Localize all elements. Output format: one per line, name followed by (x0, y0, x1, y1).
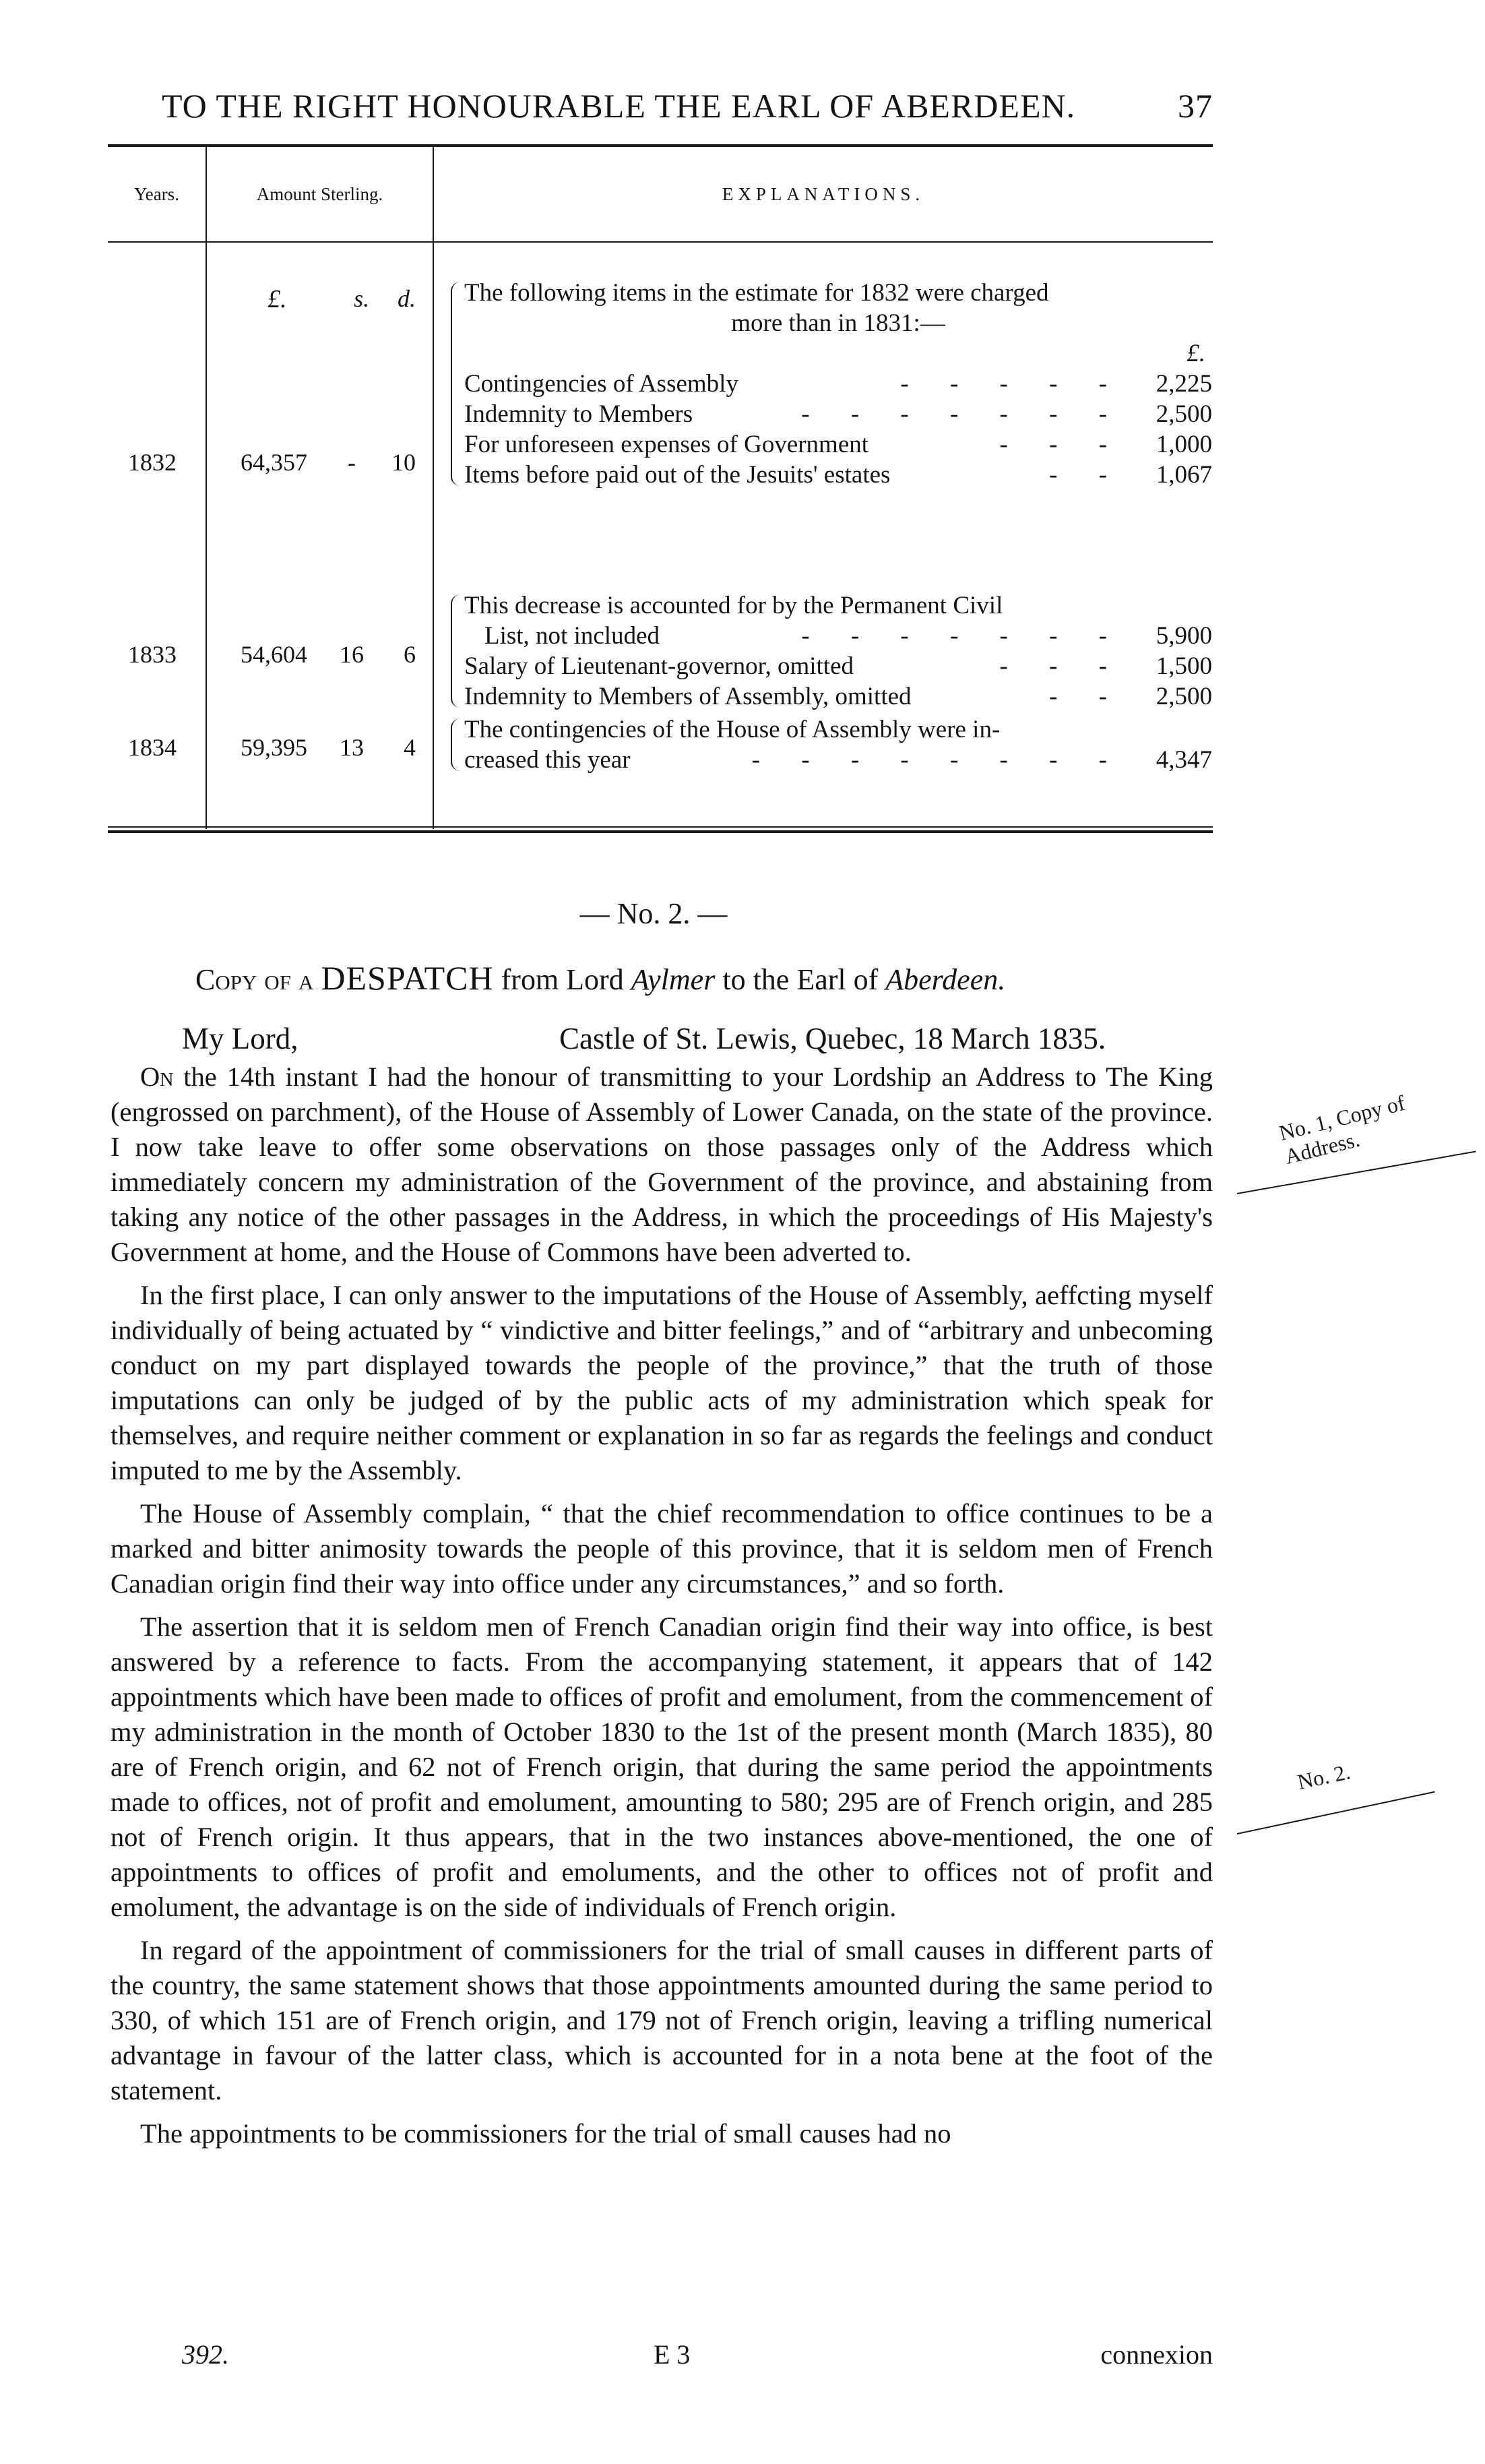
explanation-item: Items before paid out of the Jesuits' estates - - 1,067 (464, 461, 1212, 489)
running-head-title: TO THE RIGHT HONOURABLE THE EARL OF ABERDEEN. (162, 87, 1076, 125)
paragraph: The House of Assembly complain, “ that the chief recommendation to office continues to be a marked and bitter animosity towards the people of this province, that it is seldom men of French Canadian origin find their way into office under any circumstances,” and so forth. (110, 1498, 1213, 1599)
pence-value: 10 (391, 449, 416, 476)
explanation-intro: The contingencies of the House of Assembly were in- (464, 716, 1001, 743)
currency-header (241, 284, 416, 314)
table-body (108, 243, 1213, 829)
running-head (162, 86, 1213, 125)
year-1834: 1834 (128, 734, 177, 761)
heading-from: from Lord (501, 963, 624, 996)
brace (451, 594, 462, 708)
shillings-value: - (348, 449, 356, 476)
pounds-value: 59,395 (241, 734, 307, 761)
paragraph: In regard of the appointment of commissioners for the trial of small causes in different parts of the country, the same statement shows that those appointments amounted during the same period to 330, of which 151 are of French origin, and 179 not of French origin, leaving a trifling numerical advantage in favour of the latter class, which is accounted for in a nota bene at the foot of the statement. (110, 1935, 1213, 2105)
margin-note-address: No. 1, Copy of Address. (1276, 1090, 1408, 1169)
explanation-intro: The following items in the estimate for 1832 were charged (464, 279, 1049, 307)
explanation-1832 (451, 278, 1212, 490)
explanation-1833 (451, 590, 1212, 712)
heading-sender: Aylmer (631, 963, 716, 996)
table-bottom-rule (108, 826, 1213, 833)
pound-unit: £. (1187, 340, 1205, 367)
pounds-value: 64,357 (241, 449, 307, 476)
amount-1833 (241, 640, 416, 669)
pence-value: 4 (404, 734, 416, 761)
pounds-value: 54,604 (241, 641, 307, 668)
explanation-intro-continued: more than in 1831:— (731, 309, 945, 337)
estimate-table (108, 144, 1213, 829)
shillings-value: 16 (340, 641, 364, 668)
paragraph: In the first place, I can only answer to the imputations of the House of Assembly, aeffcting myself individually of being actuated by “ vindictive and bitter feelings,” and of “arbitrary and unbecoming conduct on my part displayed towards the people of the province,” that the truth of those imputations can only be judged of by the public acts of my administration which speak for themselves, and require neither comment or explanation in so far as regards the feelings and conduct imputed to me by the Assembly. (110, 1280, 1213, 1485)
catchword: connexion (1100, 2339, 1213, 2370)
header-amount: Amount Sterling. (207, 147, 434, 241)
table-header (108, 147, 1213, 241)
dateline: Castle of St. Lewis, Quebec, 18 March 1835. (559, 1022, 1106, 1055)
despatch-heading (195, 958, 1005, 997)
pounds-symbol: £. (267, 285, 287, 313)
heading-despatch: DESPATCH (321, 959, 494, 997)
header-years: Years. (108, 147, 207, 241)
salutation: My Lord, (182, 1022, 298, 1055)
letter-body (110, 1059, 1213, 2159)
explanation-item: Indemnity to Members - - - - - - - 2,500 (464, 400, 1212, 428)
heading-to: to the Earl of (722, 963, 879, 996)
pence-symbol: d. (398, 285, 416, 312)
heading-copy: Copy of a (195, 963, 314, 996)
amount-1834 (241, 733, 416, 762)
shillings-symbol: s. (354, 285, 370, 312)
amount-1832 (241, 448, 416, 476)
margin-note-rule (1237, 1791, 1435, 1835)
brace (451, 282, 462, 486)
explanation-item: Salary of Lieutenant-governor, omitted - - - 1,500 (464, 652, 1212, 680)
explanation-item: Contingencies of Assembly - - - - - 2,225 (464, 370, 1212, 398)
margin-note-no2: No. 2. (1295, 1759, 1353, 1795)
paragraph: On the 14th instant I had the honour of transmitting to your Lordship an Address to The King (engrossed on parchment), of the House of Assembly of Lower Canada, on the state of the province. I now take leave to offer some observations on those passages only of the Address which immediately concern my administration of the Government of the province, and abstaining from taking any notice of the other passages in the Address, in which the proceedings of His Majesty's Government at home, and the House of Commons have been adverted to. (110, 1061, 1213, 1267)
year-1833: 1833 (128, 641, 177, 668)
page-number: 37 (1178, 87, 1213, 125)
signature-mark: E 3 (654, 2339, 691, 2370)
explanation-intro: This decrease is accounted for by the Permanent Civil (464, 592, 1003, 619)
years-column (108, 243, 207, 829)
paragraph: The assertion that it is seldom men of French Canadian origin find their way into office, is best answered by a reference to facts. From the accompanying statement, it appears that of 142 appointments which have been made to offices of profit and emolument, from the commencement of my administration in the month of October 1830 to the 1st of the present month (March 1835), 80 are of French origin, and 62 not of French origin, that during the same period the appointments made to offices, not of profit and emolument, amounting to 580; 295 are of French origin, and 285 not of French origin. It thus appears, that in the two instances above-mentioned, the one of appointments to offices of profit and emoluments, and the other to offices not of profit and emolument, the advantage is on the side of individuals of French origin. (110, 1611, 1213, 1922)
shillings-value: 13 (340, 734, 364, 761)
header-explanations: EXPLANATIONS. (722, 183, 925, 204)
section-number: — No. 2. — (579, 897, 728, 930)
year-1832: 1832 (128, 449, 177, 476)
amount-column (207, 243, 434, 829)
explanation-item: Indemnity to Members of Assembly, omitted - - 2,500 (464, 683, 1212, 710)
explanations-column (434, 243, 1213, 829)
heading-recipient: Aberdeen. (885, 963, 1006, 996)
explanation-item: List, not included - - - - - - - 5,900 (484, 622, 1212, 650)
sheet-number: 392. (182, 2339, 229, 2370)
paragraph: The appointments to be commissioners for the trial of small causes had no (140, 2118, 951, 2149)
pence-value: 6 (404, 641, 416, 668)
explanation-item: For unforeseen expenses of Government - - - 1,000 (464, 431, 1212, 458)
brace (451, 718, 462, 771)
explanation-1834 (451, 714, 1212, 775)
explanation-item: creased this year - - - - - - - - 4,347 (464, 746, 1212, 774)
margin-note-rule (1237, 1151, 1476, 1194)
